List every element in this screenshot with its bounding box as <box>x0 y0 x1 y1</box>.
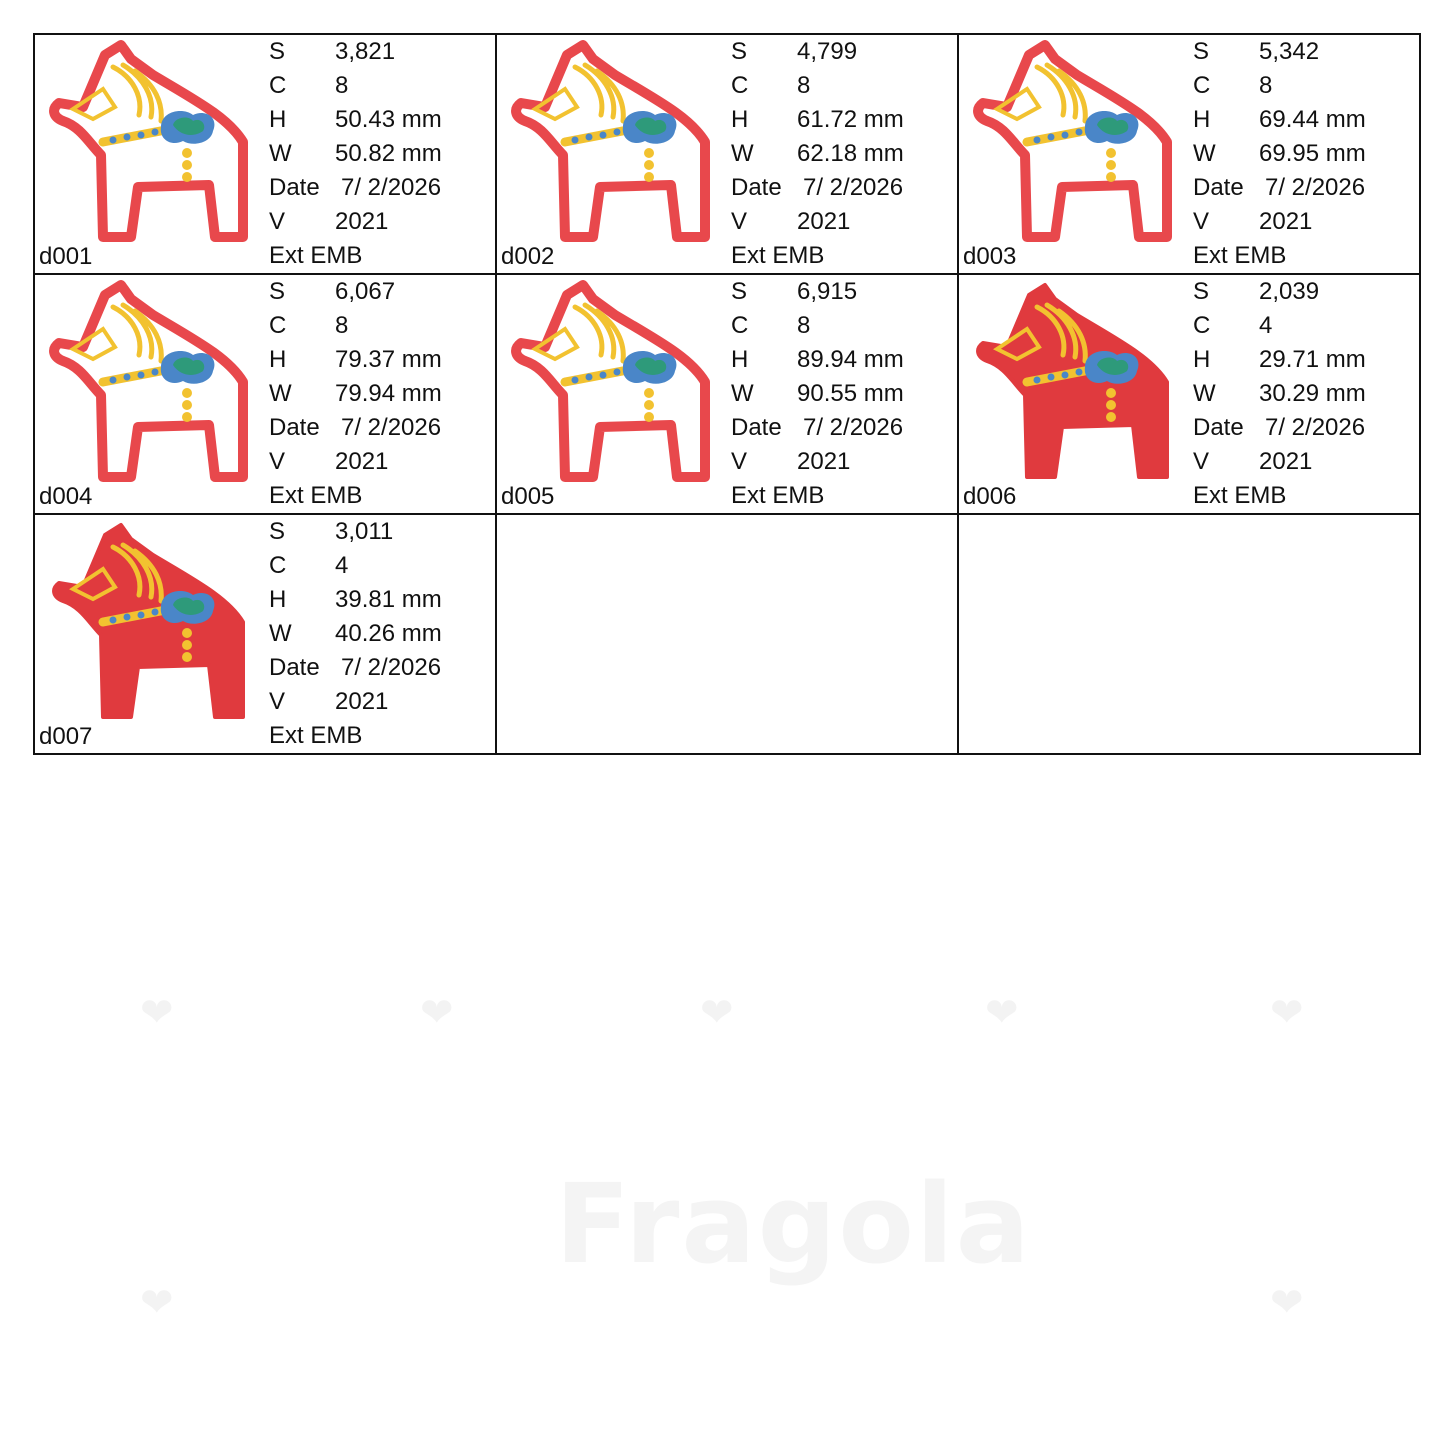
empty-cell <box>496 514 958 754</box>
value-date: 7/ 2/2026 <box>1265 414 1366 441</box>
label-extension: Ext <box>1193 482 1228 509</box>
design-stats <box>1193 275 1366 513</box>
value-height: 50.43 mm <box>335 106 442 133</box>
value-height: 61.72 mm <box>797 106 904 133</box>
watermark-berry-icon: ❤ <box>1270 1281 1304 1325</box>
design-cell[interactable] <box>496 274 958 514</box>
horse-thumbnail-icon <box>967 37 1179 247</box>
value-colors: 8 <box>335 312 349 339</box>
label-date: Date <box>1193 174 1244 201</box>
label-height: H <box>1193 346 1211 373</box>
value-date: 7/ 2/2026 <box>341 174 442 201</box>
value-date: 7/ 2/2026 <box>803 414 904 441</box>
design-cell[interactable] <box>958 274 1420 514</box>
design-card <box>959 35 1419 273</box>
design-stats <box>731 35 904 273</box>
label-width: W <box>1193 380 1216 407</box>
design-card <box>35 515 495 753</box>
watermark-berry-icon: ❤ <box>985 991 1019 1035</box>
value-date: 7/ 2/2026 <box>803 174 904 201</box>
label-date: Date <box>269 654 320 681</box>
value-height: 79.37 mm <box>335 346 442 373</box>
design-stats <box>269 515 442 753</box>
label-height: H <box>269 586 287 613</box>
label-extension: Ext <box>731 242 766 269</box>
label-stitches: S <box>731 278 748 305</box>
design-cell[interactable] <box>34 34 496 274</box>
value-width: 30.29 mm <box>1259 380 1366 407</box>
design-cell[interactable] <box>34 274 496 514</box>
design-stats <box>1193 35 1366 273</box>
label-height: H <box>269 106 287 133</box>
label-height: H <box>1193 106 1211 133</box>
design-cell[interactable] <box>958 34 1420 274</box>
label-extension: Ext <box>1193 242 1228 269</box>
label-version: V <box>269 448 286 475</box>
design-code: d006 <box>963 483 1017 510</box>
design-stats <box>269 275 442 513</box>
value-stitches: 2,039 <box>1259 278 1320 305</box>
horse-thumbnail-icon <box>967 277 1179 487</box>
design-code: d007 <box>39 723 93 750</box>
value-extension: EMB <box>310 482 363 509</box>
value-version: 2021 <box>1259 208 1313 235</box>
design-card <box>497 35 957 273</box>
design-stats <box>269 35 442 273</box>
value-version: 2021 <box>335 448 389 475</box>
label-version: V <box>1193 208 1210 235</box>
value-stitches: 6,915 <box>797 278 858 305</box>
design-code: d001 <box>39 243 93 270</box>
value-height: 39.81 mm <box>335 586 442 613</box>
design-card <box>497 275 957 513</box>
value-extension: EMB <box>772 242 825 269</box>
label-stitches: S <box>269 38 286 65</box>
value-stitches: 6,067 <box>335 278 396 305</box>
value-date: 7/ 2/2026 <box>341 414 442 441</box>
label-extension: Ext <box>269 482 304 509</box>
label-colors: C <box>269 72 287 99</box>
label-stitches: S <box>1193 278 1210 305</box>
value-width: 90.55 mm <box>797 380 904 407</box>
design-card <box>959 275 1419 513</box>
label-version: V <box>269 688 286 715</box>
value-height: 89.94 mm <box>797 346 904 373</box>
label-colors: C <box>1193 72 1211 99</box>
value-extension: EMB <box>772 482 825 509</box>
watermark-berry-icon: ❤ <box>140 1281 174 1325</box>
value-stitches: 3,011 <box>335 518 394 545</box>
value-height: 69.44 mm <box>1259 106 1366 133</box>
design-code: d003 <box>963 243 1017 270</box>
design-grid <box>33 33 1421 755</box>
watermark-text: Fragola <box>555 1160 1032 1288</box>
value-version: 2021 <box>335 688 389 715</box>
value-width: 50.82 mm <box>335 140 442 167</box>
label-stitches: S <box>269 278 286 305</box>
label-colors: C <box>269 552 287 579</box>
horse-thumbnail-icon <box>43 277 255 487</box>
design-card <box>35 275 495 513</box>
value-version: 2021 <box>797 208 851 235</box>
label-date: Date <box>731 174 782 201</box>
design-card <box>35 35 495 273</box>
value-extension: EMB <box>310 242 363 269</box>
design-code: d004 <box>39 483 93 510</box>
label-height: H <box>731 106 749 133</box>
design-cell[interactable] <box>496 34 958 274</box>
label-version: V <box>731 448 748 475</box>
design-stats <box>731 275 904 513</box>
value-colors: 8 <box>797 72 811 99</box>
value-stitches: 4,799 <box>797 38 858 65</box>
value-colors: 4 <box>335 552 349 579</box>
value-date: 7/ 2/2026 <box>1265 174 1366 201</box>
label-width: W <box>1193 140 1216 167</box>
value-height: 29.71 mm <box>1259 346 1366 373</box>
label-date: Date <box>731 414 782 441</box>
label-extension: Ext <box>269 722 304 749</box>
horse-thumbnail-icon <box>43 517 255 727</box>
value-width: 69.95 mm <box>1259 140 1366 167</box>
value-extension: EMB <box>1234 482 1287 509</box>
value-extension: EMB <box>1234 242 1287 269</box>
value-version: 2021 <box>797 448 851 475</box>
design-catalog-sheet <box>33 33 1413 748</box>
value-colors: 8 <box>1259 72 1273 99</box>
empty-cell <box>958 514 1420 754</box>
label-stitches: S <box>1193 38 1210 65</box>
label-stitches: S <box>269 518 286 545</box>
value-width: 40.26 mm <box>335 620 442 647</box>
horse-thumbnail-icon <box>505 37 717 247</box>
value-version: 2021 <box>335 208 389 235</box>
label-width: W <box>731 380 754 407</box>
watermark-berry-icon: ❤ <box>1270 991 1304 1035</box>
value-colors: 8 <box>797 312 811 339</box>
value-width: 79.94 mm <box>335 380 442 407</box>
design-cell[interactable] <box>34 514 496 754</box>
value-width: 62.18 mm <box>797 140 904 167</box>
design-code: d002 <box>501 243 555 270</box>
label-width: W <box>731 140 754 167</box>
label-height: H <box>269 346 287 373</box>
value-stitches: 5,342 <box>1259 38 1320 65</box>
label-date: Date <box>269 174 320 201</box>
label-colors: C <box>1193 312 1211 339</box>
label-width: W <box>269 620 292 647</box>
value-colors: 4 <box>1259 312 1273 339</box>
label-stitches: S <box>731 38 748 65</box>
value-date: 7/ 2/2026 <box>341 654 442 681</box>
label-extension: Ext <box>269 242 304 269</box>
value-colors: 8 <box>335 72 349 99</box>
label-date: Date <box>269 414 320 441</box>
label-version: V <box>269 208 286 235</box>
label-width: W <box>269 380 292 407</box>
value-version: 2021 <box>1259 448 1313 475</box>
horse-thumbnail-icon <box>505 277 717 487</box>
label-version: V <box>731 208 748 235</box>
label-width: W <box>269 140 292 167</box>
watermark-berry-icon: ❤ <box>700 991 734 1035</box>
label-colors: C <box>731 312 749 339</box>
label-colors: C <box>731 72 749 99</box>
value-extension: EMB <box>310 722 363 749</box>
label-colors: C <box>269 312 287 339</box>
label-version: V <box>1193 448 1210 475</box>
label-extension: Ext <box>731 482 766 509</box>
value-stitches: 3,821 <box>335 38 396 65</box>
watermark-berry-icon: ❤ <box>420 991 454 1035</box>
design-code: d005 <box>501 483 555 510</box>
label-date: Date <box>1193 414 1244 441</box>
label-height: H <box>731 346 749 373</box>
horse-thumbnail-icon <box>43 37 255 247</box>
watermark-berry-icon: ❤ <box>140 991 174 1035</box>
